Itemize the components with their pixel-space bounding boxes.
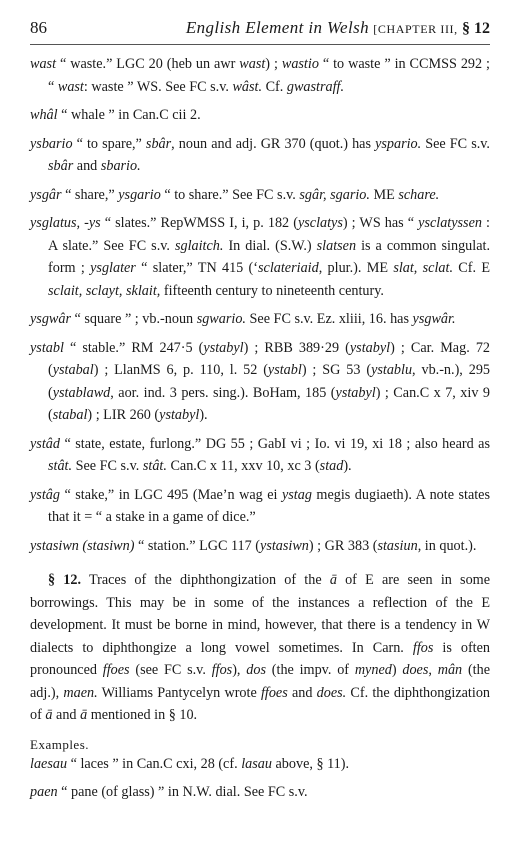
glossary-entries [30,53,490,557]
glossary-entry: ysglatus, -ys “ slates.” RepWMSS I, i, p. 182 (ysclatys) ; WS has “ ysclatyssen : A slate.” See FC s.v. sglaitch. In dial. (S.W.) slatsen is a common singulat. form ; ysglater “ slater,” TN 415 (‘sclateriaid, plur.). ME slat, sclat. Cf. E sclait, sclayt, sklait, fifteenth century to nineteenth century. [30,215,490,299]
glossary-entry: ystâd “ state, estate, furlong.” DG 55 ; GabI vi ; Io. vi 19, xi 18 ; also heard as stât. See FC s.v. stât. Can.C x 11, xxv 10, xc 3 (stad). [30,435,490,474]
examples-heading: Examples. [30,736,90,752]
glossary-entry: ysbario “ to spare,” sbâr, noun and adj. GR 370 (quot.) has yspario. See FC s.v. sbâr and sbario. [30,135,490,174]
glossary-entry: ystabl “ stable.” RM 247·5 (ystabyl) ; RBB 389·29 (ystabyl) ; Car. Mag. 72 (ystabal) ; LlanMS 6, p. 110, l. 52 (ystabl) ; SG 53 (ystablu, vb.-n.), 295 (ystablawd, aor. ind. 3 pers. sing.). BoHam, 185 (ystabyl) ; Can.C x 7, xiv 9 (stabal) ; LIR 260 (ystabyl). [30,339,491,423]
running-title [186,18,490,38]
running-header [30,18,490,42]
glossary-entry: ystâg “ stake,” in LGC 495 (Mae’n wag ei ystag megis dugiaeth). A note states that it = “ a stake in a game of dice.” [30,486,490,525]
glossary-entry: ystasiwn (stasiwn) “ station.” LGC 117 (ystasiwn) ; GR 383 (stasiun, in quot.). [30,537,477,554]
glossary-entry: wast “ waste.” LGC 20 (heb un awr wast) ; wastio “ to waste ” in CCMSS 292 ; “ wast: waste ” WS. See FC s.v. wâst. Cf. gwastraff. [30,56,490,95]
page-number: 86 [30,18,47,37]
examples-list [30,753,490,804]
section-heading: § 12. [48,572,82,588]
example-entry: paen “ pane (of glass) ” in N.W. dial. See FC s.v. [30,784,308,800]
glossary-entry: ysgwâr “ square ” ; vb.-noun sgwario. See FC s.v. Ez. xliii, 16. has ysgwâr. [30,311,456,327]
section-12 [30,569,490,727]
book-title: English Element in Welsh [185,18,370,37]
chapter-ref: [CHAPTER III, [373,22,458,36]
page-body [30,53,490,810]
glossary-entry: ysgâr “ share,” ysgario “ to share.” See FC s.v. sgâr, sgario. ME schare. [30,186,440,203]
section-text: Traces of the diphthongization of the ā of E are seen in some borrowings. This may be in some of the instances a reflection of the E development. It must be borne in mind, however, that there is a tendency in W dialects to diphthongize a long vowel sometimes. In Carn. ffos is often pronounced ffoes (see FC s.v. ffos), dos (the impv. of myned) does, mân (the adj.), maen. Williams Pantycelyn wrote ffoes and does. Cf. the diphthongization of ā and ā mentioned in § 10. [30,572,491,723]
header-rule [30,44,490,45]
glossary-entry: whâl “ whale ” in Can.C cii 2. [30,107,201,123]
section-ref: § 12 [462,20,490,37]
example-entry: laesau “ laces ” in Can.C cxi, 28 (cf. lasau above, § 11). [30,755,350,772]
